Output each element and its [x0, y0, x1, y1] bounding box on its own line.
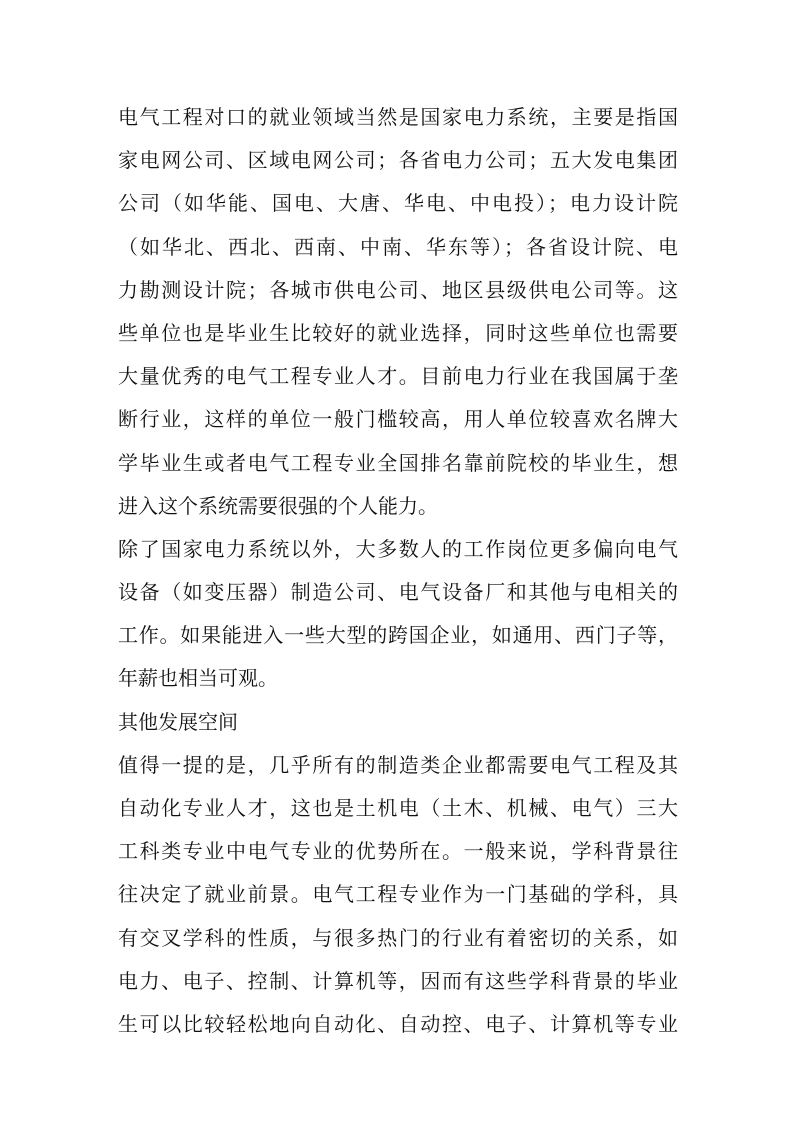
- text-line: 设备（如变压器）制造公司、电气设备厂和其他与电相关的: [118, 580, 678, 605]
- text-line: 进入这个系统需要很强的个人能力。: [118, 493, 438, 518]
- text-line: 电气工程对口的就业领域当然是国家电力系统，主要是指国: [118, 105, 678, 129]
- text-line: 自动化专业人才，这也是土机电（土木、机械、电气）三大: [118, 796, 678, 820]
- text-line: 力勘测设计院；各城市供电公司、地区县级供电公司等。这: [118, 277, 678, 302]
- text-line: 大量优秀的电气工程专业人才。目前电力行业在我国属于垄: [118, 364, 678, 389]
- text-line: 工作。如果能进入一些大型的跨国企业，如通用、西门子等，: [118, 623, 678, 648]
- text-line: 电力、电子、控制、计算机等，因而有这些学科背景的毕业: [118, 968, 678, 993]
- text-line: 值得一提的是，几乎所有的制造类企业都需要电气工程及其: [118, 752, 678, 777]
- document-body: [118, 96, 678, 1046]
- text-line: 工科类专业中电气专业的优势所在。一般来说，学科背景往: [118, 839, 678, 864]
- text-line: 除了国家电力系统以外，大多数人的工作岗位更多偏向电气: [118, 536, 678, 561]
- text-line: 往决定了就业前景。电气工程专业作为一门基础的学科，具: [118, 882, 678, 907]
- text-line: 断行业，这样的单位一般门槛较高，用人单位较喜欢名牌大: [118, 407, 678, 432]
- text-line: 家电网公司、区域电网公司；各省电力公司；五大发电集团: [118, 148, 678, 173]
- text-line: 年薪也相当可观。: [118, 666, 278, 691]
- text-line: 生可以比较轻松地向自动化、自动控、电子、计算机等专业: [118, 1011, 678, 1036]
- text-line: （如华北、西北、西南、中南、华东等）；各省设计院、电: [118, 234, 678, 259]
- section-heading: 其他发展空间: [118, 709, 238, 734]
- text-line: 学毕业生或者电气工程专业全国排名靠前院校的毕业生，想: [118, 450, 678, 475]
- text-line: 公司（如华能、国电、大唐、华电、中电投）；电力设计院: [118, 191, 678, 216]
- text-line: 些单位也是毕业生比较好的就业选择，同时这些单位也需要: [118, 320, 678, 345]
- text-line: 有交叉学科的性质，与很多热门的行业有着密切的关系，如: [118, 925, 678, 950]
